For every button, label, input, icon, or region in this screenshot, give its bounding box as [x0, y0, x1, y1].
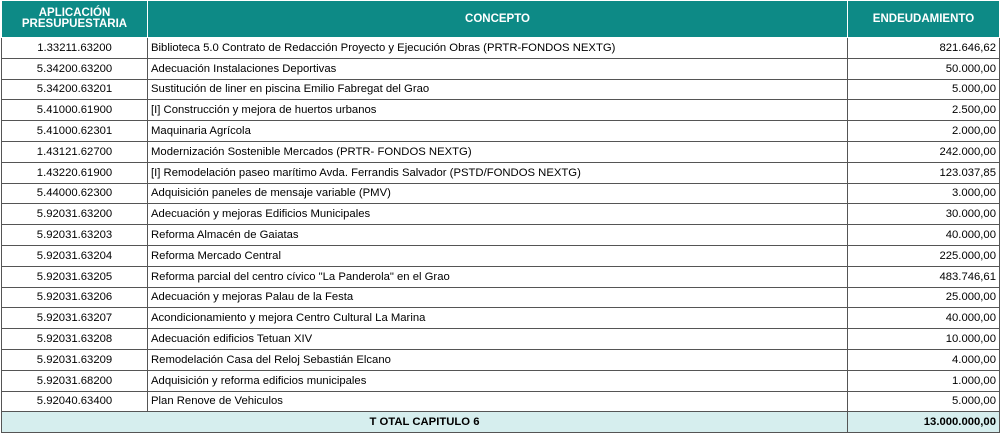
table-row: [2, 287, 1000, 308]
row-code: 5.92031.68200: [2, 370, 148, 391]
row-code: 5.92031.63200: [2, 204, 148, 225]
row-code: 5.92031.63203: [2, 225, 148, 246]
row-code: 5.92031.63208: [2, 329, 148, 350]
row-amount: 40.000,00: [848, 308, 1000, 329]
row-amount: 5.000,00: [848, 391, 1000, 412]
table-row: [2, 225, 1000, 246]
row-amount: 4.000,00: [848, 349, 1000, 370]
row-concept: Plan Renove de Vehiculos: [148, 391, 848, 412]
row-code: 1.43220.61900: [2, 162, 148, 183]
row-amount: 2.500,00: [848, 100, 1000, 121]
row-code: 5.92031.63207: [2, 308, 148, 329]
table-row: [2, 121, 1000, 142]
row-code: 1.33211.63200: [2, 38, 148, 59]
row-code: 5.92031.63204: [2, 245, 148, 266]
row-concept: Modernización Sostenible Mercados (PRTR- FONDOS NEXTG): [148, 141, 848, 162]
row-amount: 2.000,00: [848, 121, 1000, 142]
table-row: [2, 162, 1000, 183]
row-concept: Reforma Mercado Central: [148, 245, 848, 266]
header-row: [2, 1, 1000, 38]
row-concept: [I] Construcción y mejora de huertos urbanos: [148, 100, 848, 121]
table-row: [2, 370, 1000, 391]
total-label: T OTAL CAPITULO 6: [2, 412, 848, 433]
row-amount: 30.000,00: [848, 204, 1000, 225]
row-code: 5.92031.63205: [2, 266, 148, 287]
row-concept: Adecuación y mejoras Edificios Municipales: [148, 204, 848, 225]
row-amount: 50.000,00: [848, 58, 1000, 79]
row-amount: 10.000,00: [848, 329, 1000, 350]
table-row: [2, 266, 1000, 287]
table-row: [2, 79, 1000, 100]
row-concept: Adecuación edificios Tetuan XIV: [148, 329, 848, 350]
row-code: 5.44000.62300: [2, 183, 148, 204]
budget-table: [1, 0, 1000, 433]
row-concept: Reforma Almacén de Gaiatas: [148, 225, 848, 246]
table-row: [2, 329, 1000, 350]
header-endeudamiento: ENDEUDAMIENTO: [848, 1, 1000, 38]
row-concept: Acondicionamiento y mejora Centro Cultural La Marina: [148, 308, 848, 329]
row-amount: 123.037,85: [848, 162, 1000, 183]
row-concept: Maquinaria Agrícola: [148, 121, 848, 142]
table-row: [2, 141, 1000, 162]
table-row: [2, 204, 1000, 225]
row-concept: Biblioteca 5.0 Contrato de Redacción Proyecto y Ejecución Obras (PRTR-FONDOS NEXTG): [148, 38, 848, 59]
table-row: [2, 58, 1000, 79]
row-amount: 1.000,00: [848, 370, 1000, 391]
table-row: [2, 38, 1000, 59]
table-row: [2, 183, 1000, 204]
row-amount: 821.646,62: [848, 38, 1000, 59]
row-concept: Adecuación y mejoras Palau de la Festa: [148, 287, 848, 308]
row-concept: Adquisición y reforma edificios municipales: [148, 370, 848, 391]
header-aplicacion: APLICACIÓN PRESUPUESTARIA: [2, 1, 148, 38]
row-concept: Adquisición paneles de mensaje variable (PMV): [148, 183, 848, 204]
row-code: 5.92031.63206: [2, 287, 148, 308]
total-amount: 13.000.000,00: [848, 412, 1000, 433]
total-row: [2, 412, 1000, 433]
table-body: [2, 38, 1000, 412]
row-code: 5.34200.63201: [2, 79, 148, 100]
row-code: 5.41000.62301: [2, 121, 148, 142]
row-amount: 242.000,00: [848, 141, 1000, 162]
row-concept: Remodelación Casa del Reloj Sebastián Elcano: [148, 349, 848, 370]
row-amount: 40.000,00: [848, 225, 1000, 246]
row-concept: Sustitución de liner en piscina Emilio Fabregat del Grao: [148, 79, 848, 100]
row-amount: 225.000,00: [848, 245, 1000, 266]
table-row: [2, 349, 1000, 370]
row-concept: [I] Remodelación paseo marítimo Avda. Ferrandis Salvador (PSTD/FONDOS NEXTG): [148, 162, 848, 183]
row-code: 5.34200.63200: [2, 58, 148, 79]
row-amount: 483.746,61: [848, 266, 1000, 287]
row-code: 5.41000.61900: [2, 100, 148, 121]
table-row: [2, 100, 1000, 121]
row-code: 5.92040.63400: [2, 391, 148, 412]
row-concept: Reforma parcial del centro cívico "La Panderola" en el Grao: [148, 266, 848, 287]
row-concept: Adecuación Instalaciones Deportivas: [148, 58, 848, 79]
table-row: [2, 308, 1000, 329]
table-row: [2, 391, 1000, 412]
header-concepto: CONCEPTO: [148, 1, 848, 38]
row-code: 1.43121.62700: [2, 141, 148, 162]
row-amount: 3.000,00: [848, 183, 1000, 204]
row-amount: 25.000,00: [848, 287, 1000, 308]
row-code: 5.92031.63209: [2, 349, 148, 370]
table-row: [2, 245, 1000, 266]
row-amount: 5.000,00: [848, 79, 1000, 100]
